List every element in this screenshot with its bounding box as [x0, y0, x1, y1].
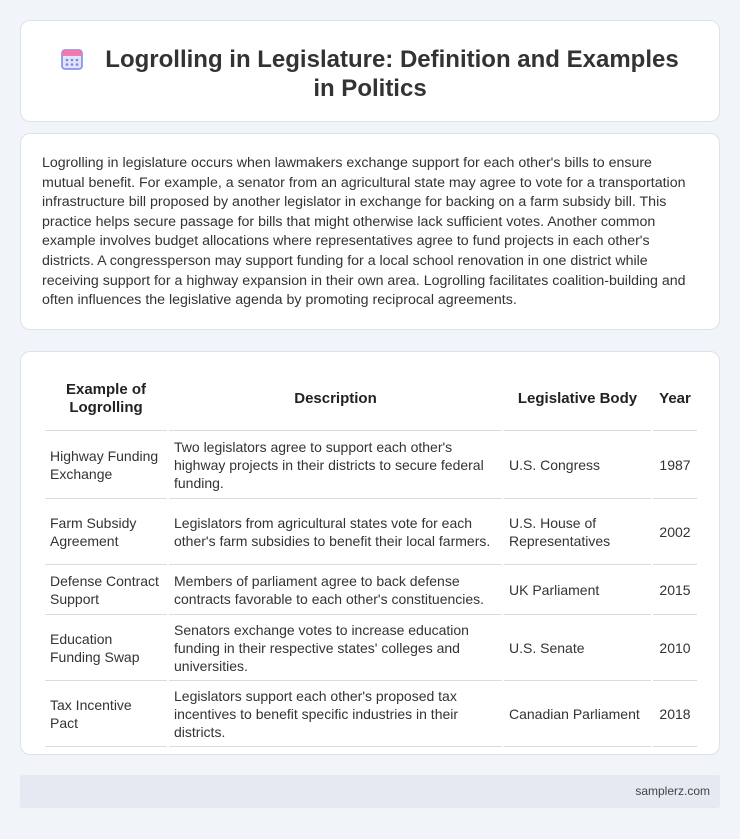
header-description: Description — [169, 368, 502, 431]
cell-legislative-body: U.S. House of Representatives — [504, 499, 651, 565]
cell-legislative-body: U.S. Senate — [504, 615, 651, 681]
logrolling-table — [43, 368, 699, 747]
page-title-text: Logrolling in Legislature: Definition and Examples in Politics — [105, 46, 679, 102]
header-card — [20, 20, 720, 122]
cell-description: Senators exchange votes to increase education funding in their respective states' colleges and universities. — [169, 615, 502, 681]
cell-example: Tax Incentive Pact — [45, 681, 167, 747]
cell-year: 2018 — [653, 681, 697, 747]
cell-example: Defense Contract Support — [45, 565, 167, 615]
footer-site-link[interactable]: samplerz.com — [635, 784, 710, 798]
header-year: Year — [653, 368, 697, 431]
table-row — [45, 499, 697, 565]
table-card — [20, 351, 720, 755]
cell-year: 2015 — [653, 565, 697, 615]
cell-example: Highway Funding Exchange — [45, 431, 167, 499]
header-example: Example of Logrolling — [45, 368, 167, 431]
footer-bar — [20, 775, 720, 808]
cell-example: Farm Subsidy Agreement — [45, 499, 167, 565]
cell-year: 2010 — [653, 615, 697, 681]
cell-year: 2002 — [653, 499, 697, 565]
page-title — [61, 45, 679, 103]
cell-legislative-body: U.S. Congress — [504, 431, 651, 499]
table-header-row — [45, 368, 697, 431]
cell-description: Legislators support each other's proposed tax incentives to benefit specific industries in their districts. — [169, 681, 502, 747]
cell-description: Two legislators agree to support each other's highway projects in their districts to secure federal funding. — [169, 431, 502, 499]
cell-legislative-body: UK Parliament — [504, 565, 651, 615]
table-row — [45, 681, 697, 747]
header-legislative-body: Legislative Body — [504, 368, 651, 431]
intro-card — [20, 133, 720, 330]
table-row — [45, 615, 697, 681]
cell-year: 1987 — [653, 431, 697, 499]
cell-example: Education Funding Swap — [45, 615, 167, 681]
table-row — [45, 431, 697, 499]
table-row — [45, 565, 697, 615]
intro-paragraph: Logrolling in legislature occurs when lawmakers exchange support for each other's bills to ensure mutual benefit. For example, a senator from an agricultural state may agree to vote for a transportation infrastructure bill proposed by another legislator in exchange for backing on a farm subsidy bill. This practice helps secure passage for bills that might otherwise lack sufficient votes. Another common example involves budget allocations where representatives agree to fund projects in each other's districts. A congressperson may support funding for a local school renovation in one district while receiving support for a highway expansion in their own area. Logrolling facilitates coalition-building and often influences the legislative agenda by promoting reciprocal agreements. — [42, 155, 686, 309]
cell-description: Legislators from agricultural states vote for each other's farm subsidies to benefit their local farmers. — [169, 499, 502, 565]
calendar-icon — [61, 48, 83, 70]
cell-description: Members of parliament agree to back defense contracts favorable to each other's constituencies. — [169, 565, 502, 615]
cell-legislative-body: Canadian Parliament — [504, 681, 651, 747]
